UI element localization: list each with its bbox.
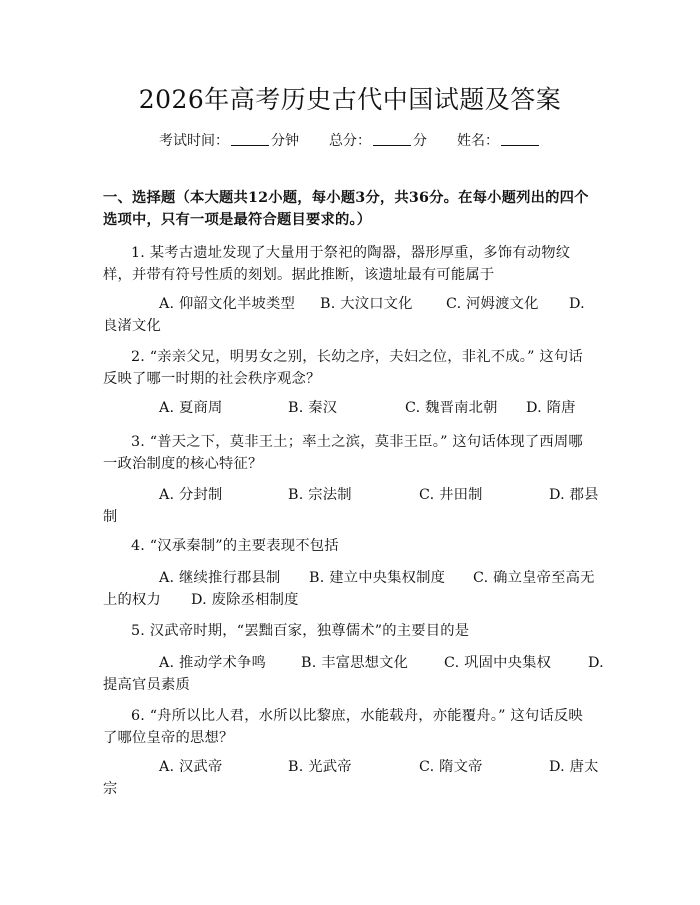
exam-info-line <box>0 131 700 151</box>
section-heading: 一、选择题（本大题共12小题，每小题3分，共36分。在每小题列出的四个选项中，只有一项是最符合题目要求的。） <box>103 190 589 228</box>
option-b: B. 宗法制 <box>288 487 352 503</box>
option-c: C. 河姆渡文化 <box>446 296 539 312</box>
option-a: A. 推动学术争鸣 <box>159 655 266 671</box>
question-6 <box>103 705 597 749</box>
question-1 <box>103 242 597 286</box>
option-a: A. 继续推行郡县制 <box>159 570 281 586</box>
exam-time-label: 考试时间： <box>159 133 229 149</box>
option-c: C. 巩固中央集权 <box>444 655 552 671</box>
question-2-options <box>103 397 597 419</box>
name-field <box>457 131 541 151</box>
question-number: 4. <box>131 538 146 554</box>
name-blank <box>501 131 539 146</box>
option-d: D. 废除丞相制度 <box>191 592 299 608</box>
question-stem: 某考古遗址发现了大量用于祭祀的陶器，器形厚重，多饰有动物纹样，并带有符号性质的刻划。据此推断，该遗址最有可能属于 <box>103 245 571 283</box>
option-a: A. 汉武帝 <box>159 759 223 775</box>
question-4 <box>103 535 597 557</box>
exam-time-blank <box>231 131 269 146</box>
total-score-label: 总分： <box>329 133 371 149</box>
option-b: B. 大汶口文化 <box>320 296 413 312</box>
total-score-blank <box>373 131 411 146</box>
option-b: B. 光武帝 <box>288 759 352 775</box>
page-title: 2026年高考历史古代中国试题及答案 <box>138 85 562 114</box>
option-a: A. 夏商周 <box>159 400 223 416</box>
question-1-options <box>103 293 597 337</box>
question-4-options <box>103 567 597 611</box>
option-c: C. 隋文帝 <box>419 759 483 775</box>
total-score-field <box>329 131 427 151</box>
question-2 <box>103 346 597 390</box>
option-d: D. <box>569 296 585 312</box>
option-b: B. 秦汉 <box>288 400 338 416</box>
question-number: 6. <box>131 708 146 724</box>
exam-time-unit: 分钟 <box>271 133 299 149</box>
question-stem: 汉武帝时期，“罢黜百家，独尊儒术”的主要目的是 <box>149 623 470 639</box>
question-stem: “亲亲父兄，明男女之别，长幼之序，夫妇之位，非礼不成。” 这句话反映了哪一时期的社会秩序观念？ <box>103 349 583 387</box>
question-stem: “汉承秦制”的主要表现不包括 <box>149 538 339 554</box>
option-d-continuation: 良渚文化 <box>103 318 161 334</box>
exam-time-field <box>159 131 299 151</box>
question-number: 2. <box>131 349 146 365</box>
option-c: C. 魏晋南北朝 <box>405 400 498 416</box>
option-c-continuation: 上的权力 <box>103 592 161 608</box>
question-number: 1. <box>131 245 146 261</box>
question-stem: “舟所以比人君，水所以比黎庶，水能载舟，亦能覆舟。” 这句话反映了哪位皇帝的思想？ <box>103 708 583 746</box>
option-a: A. 仰韶文化半坡类型 <box>159 296 295 312</box>
option-d-continuation: 宗 <box>103 781 118 797</box>
option-d: D. 唐太 <box>549 759 599 775</box>
question-3 <box>103 431 597 475</box>
option-b: B. 建立中央集权制度 <box>309 570 446 586</box>
option-a: A. 分封制 <box>159 487 223 503</box>
question-3-options <box>103 484 597 528</box>
name-label: 姓名： <box>457 133 499 149</box>
total-score-unit: 分 <box>413 133 427 149</box>
question-6-options <box>103 756 597 800</box>
question-stem: “普天之下，莫非王土；率土之滨，莫非王臣。” 这句话体现了西周哪一政治制度的核心特征？ <box>103 434 583 472</box>
option-d: D. 隋唐 <box>526 400 576 416</box>
option-c: C. 井田制 <box>419 487 483 503</box>
option-d: D. <box>588 655 604 671</box>
option-d: D. 郡县 <box>549 487 599 503</box>
question-number: 5. <box>131 623 146 639</box>
option-d-continuation: 提高官员素质 <box>103 677 190 693</box>
question-5 <box>103 620 597 642</box>
option-c: C. 确立皇帝至高无 <box>473 570 595 586</box>
option-b: B. 丰富思想文化 <box>301 655 409 671</box>
question-number: 3. <box>131 434 146 450</box>
option-d-continuation: 制 <box>103 509 118 525</box>
question-5-options <box>103 652 604 696</box>
